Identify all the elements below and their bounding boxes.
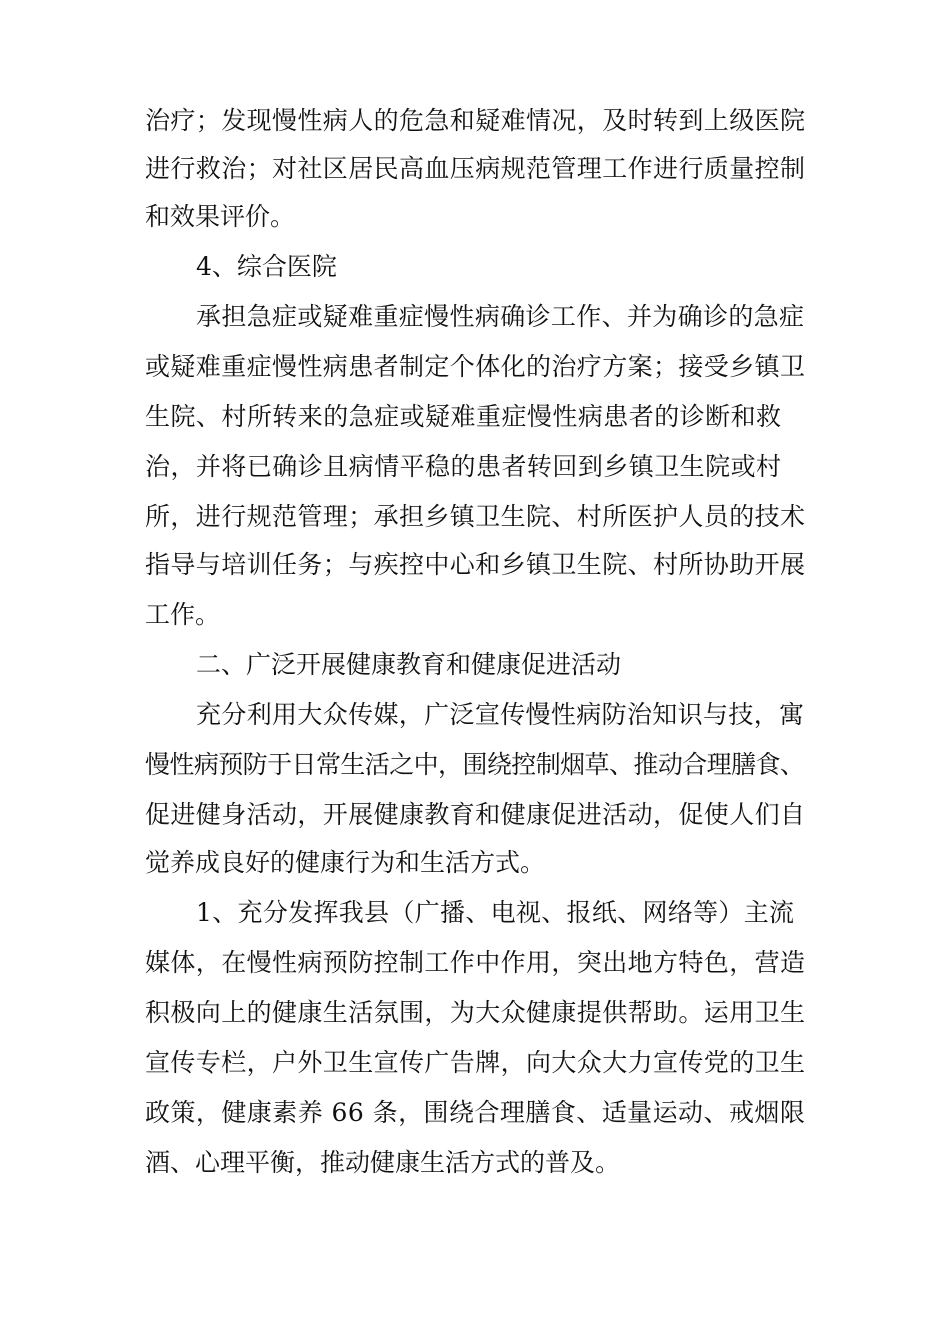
paragraph-text: 所，进行规范管理；承担乡镇卫生院、村所医护人员的技术 — [145, 502, 806, 531]
text-line — [0, 843, 950, 883]
paragraph-text: 促进健身活动，开展健康教育和健康促进活动，促使人们自 — [145, 800, 806, 829]
section-heading — [0, 247, 950, 287]
paragraph-text: 政策，健康素养 66 条，围绕合理膳食、适量运动、戒烟限 — [145, 1098, 806, 1127]
heading-text: 4、综合医院 — [196, 252, 337, 281]
text-line — [0, 893, 950, 933]
text-line — [0, 993, 950, 1033]
paragraph-text: 承担急症或疑难重症慢性病确诊工作、并为确诊的急症 — [196, 302, 805, 331]
text-line — [0, 347, 950, 387]
text-line — [0, 149, 950, 189]
text-line — [0, 943, 950, 983]
text-line — [0, 297, 950, 337]
text-line — [0, 695, 950, 735]
paragraph-text: 生院、村所转来的急症或疑难重症慢性病患者的诊断和救 — [145, 402, 782, 431]
heading-text: 二、广泛开展健康教育和健康促进活动 — [196, 650, 622, 679]
paragraph-text: 觉养成良好的健康行为和生活方式。 — [145, 848, 546, 877]
paragraph-text: 进行救治；对社区居民高血压病规范管理工作进行质量控制 — [145, 154, 806, 183]
text-line — [0, 447, 950, 487]
text-line — [0, 745, 950, 785]
text-line — [0, 497, 950, 537]
paragraph-text: 1、充分发挥我县（广播、电视、报纸、网络等）主流 — [196, 898, 795, 927]
paragraph-text: 积极向上的健康生活氛围，为大众健康提供帮助。运用卫生 — [145, 998, 806, 1027]
paragraph-text: 慢性病预防于日常生活之中，围绕控制烟草、推动合理膳食、 — [145, 750, 805, 779]
paragraph-text: 酒、心理平衡，推动健康生活方式的普及。 — [145, 1148, 621, 1177]
paragraph-text: 治疗；发现慢性病人的危急和疑难情况，及时转到上级医院 — [145, 106, 806, 135]
paragraph-text: 治，并将已确诊且病情平稳的患者转回到乡镇卫生院或村 — [145, 452, 782, 481]
text-line — [0, 1143, 950, 1183]
paragraph-text: 指导与培训任务；与疾控中心和乡镇卫生院、村所协助开展 — [145, 550, 806, 579]
text-line — [0, 397, 950, 437]
paragraph-text: 或疑难重症慢性病患者制定个体化的治疗方案；接受乡镇卫 — [145, 352, 806, 381]
text-line — [0, 795, 950, 835]
section-heading — [0, 645, 950, 685]
paragraph-text: 媒体，在慢性病预防控制工作中作用，突出地方特色，营造 — [145, 948, 806, 977]
text-line — [0, 545, 950, 585]
text-line — [0, 197, 950, 237]
paragraph-text: 充分利用大众传媒，广泛宣传慢性病防治知识与技，寓 — [196, 700, 805, 729]
text-line — [0, 101, 950, 141]
text-line — [0, 1043, 950, 1083]
paragraph-text: 宣传专栏，户外卫生宣传广告牌，向大众大力宣传党的卫生 — [145, 1048, 806, 1077]
text-line — [0, 595, 950, 635]
paragraph-text: 工作。 — [145, 600, 221, 629]
text-line — [0, 1093, 950, 1133]
paragraph-text: 和效果评价。 — [145, 202, 296, 231]
